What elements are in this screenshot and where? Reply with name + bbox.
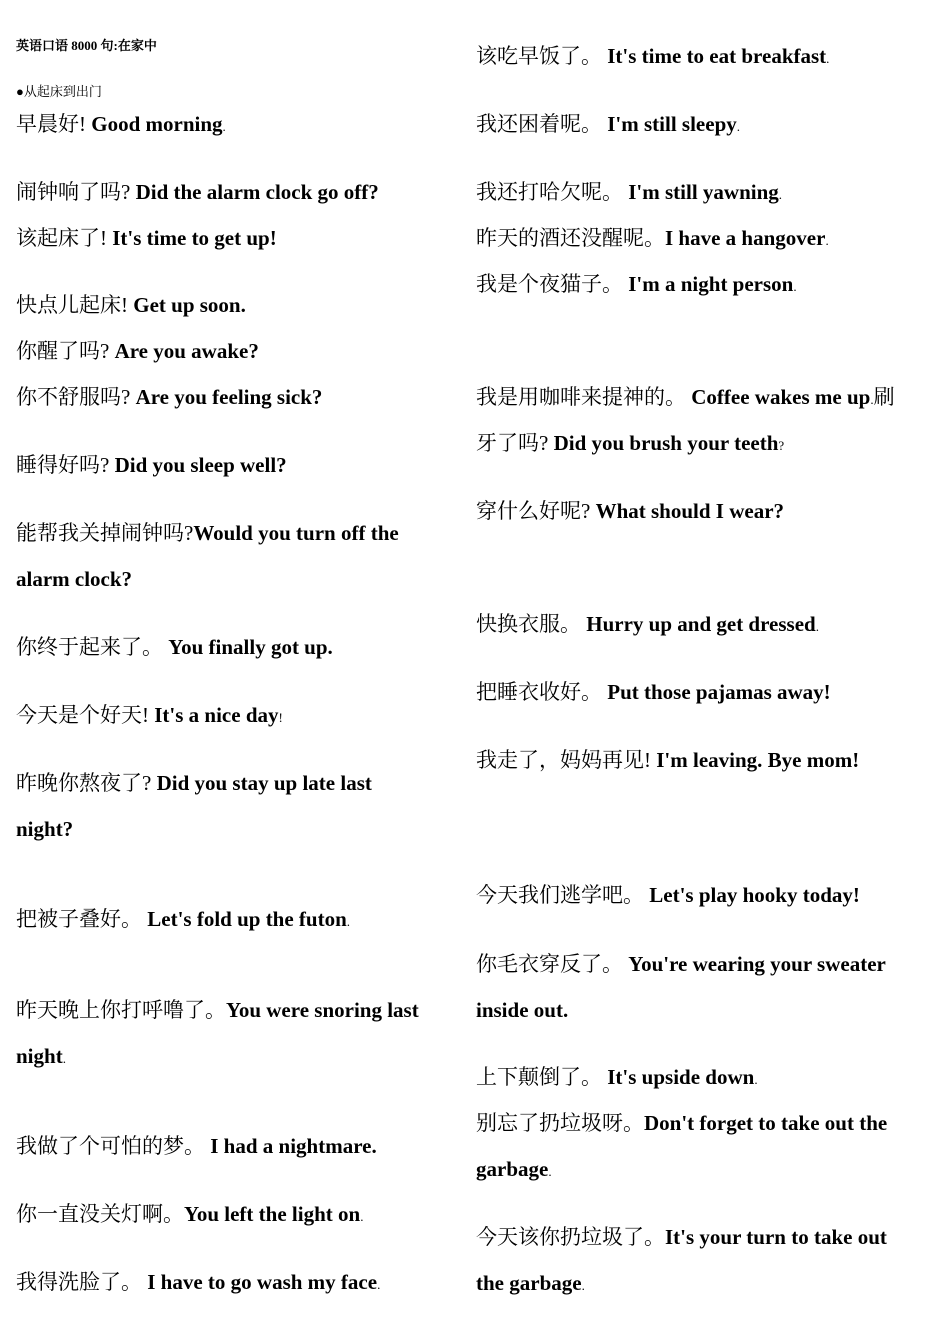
english-text: Don't forget to take out the (644, 1111, 888, 1135)
english-text: You were snoring last (226, 998, 419, 1022)
phrase-line (476, 110, 740, 141)
english-text: I'm still yawning (628, 180, 779, 204)
phrase-line (476, 429, 784, 460)
phrase-line (476, 610, 819, 641)
english-text: Would you turn off the (193, 521, 399, 545)
chinese-text: 我是个夜猫子。 (476, 272, 629, 296)
phrase-line (476, 383, 895, 414)
english-text: night (16, 1044, 63, 1068)
english-text: alarm clock? (16, 567, 133, 591)
english-text: It's time to eat breakfast (607, 44, 827, 68)
punctuation: . (825, 233, 829, 248)
english-text: It's time to get up! (112, 226, 277, 250)
phrase-line (476, 950, 886, 978)
chinese-text: 该吃早饭了。 (476, 44, 608, 68)
punctuation: ! (278, 710, 283, 725)
phrase-line (16, 633, 333, 661)
english-text: Did you stay up late last (156, 771, 372, 795)
punctuation: . (793, 279, 797, 294)
english-text: I'm still sleepy (607, 112, 737, 136)
punctuation: . (548, 1164, 552, 1179)
english-text: What should I wear? (595, 499, 785, 523)
chinese-text: 昨天晚上你打呼噜了。 (16, 998, 226, 1022)
chinese-text: 我走了，妈妈再见! (476, 748, 657, 772)
phrase-line (16, 1132, 377, 1160)
phrase-line (476, 1155, 552, 1186)
chinese-text: 今天该你扔垃圾了。 (476, 1225, 665, 1249)
english-text: garbage (476, 1157, 549, 1181)
punctuation: . (754, 1072, 758, 1087)
phrase-line (16, 565, 132, 593)
english-text: Good morning (91, 112, 223, 136)
english-text: the garbage (476, 1271, 582, 1295)
english-text: Let's fold up the futon (147, 907, 347, 931)
phrase-line (16, 1268, 380, 1299)
english-text: It's upside down (607, 1065, 755, 1089)
phrase-line (16, 701, 283, 732)
phrase-line (16, 1200, 363, 1231)
english-text: Coffee wakes me up (691, 385, 871, 409)
chinese-text: 今天是个好天! (16, 703, 155, 727)
phrase-line (16, 905, 350, 936)
punctuation: . (377, 1277, 381, 1292)
phrase-line (476, 1223, 887, 1251)
phrase-line (476, 497, 784, 525)
punctuation: . (62, 1051, 66, 1066)
english-text: Are you feeling sick? (135, 385, 323, 409)
chinese-text: 你一直没关灯啊。 (16, 1202, 184, 1226)
english-text: Get up soon. (133, 293, 246, 317)
phrase-line (476, 224, 829, 255)
phrase-line (16, 383, 322, 411)
phrase-line (476, 178, 782, 209)
chinese-text: 你醒了吗? (16, 339, 115, 363)
english-text: Did the alarm clock go off? (135, 180, 379, 204)
chinese-text: 你毛衣穿反了。 (476, 952, 629, 976)
english-text: Did you brush your teeth (553, 431, 779, 455)
english-text: You left the light on (184, 1202, 361, 1226)
document-title: 英语口语 8000 句:在家中 (16, 38, 157, 53)
punctuation: . (346, 914, 351, 929)
phrase-line (476, 42, 829, 73)
chinese-text: 我得洗脸了。 (16, 1270, 148, 1294)
phrase-line (16, 519, 399, 547)
english-text: You finally got up. (168, 635, 333, 659)
punctuation: . (778, 187, 783, 202)
phrase-line (16, 451, 287, 479)
chinese-text: 快点儿起床! (16, 293, 134, 317)
phrase-line (16, 291, 246, 319)
phrase-line (476, 996, 568, 1024)
english-text: Let's play hooky today! (649, 883, 860, 907)
english-text: Put those pajamas away! (607, 680, 831, 704)
chinese-text: 我是用咖啡来提神的。 (476, 385, 692, 409)
chinese-text: 我做了个可怕的梦。 (16, 1134, 211, 1158)
punctuation: . (360, 1209, 364, 1224)
phrase-line (476, 678, 831, 706)
punctuation: . (736, 119, 740, 134)
chinese-text: 睡得好吗? (16, 453, 115, 477)
punctuation: ? (778, 438, 785, 453)
phrase-line (476, 1269, 585, 1300)
chinese-text: 昨天的酒还没醒呢。 (476, 226, 665, 250)
phrase-line (16, 337, 259, 365)
chinese-text: 快换衣服。 (476, 612, 587, 636)
chinese-text: 能帮我关掉闹钟吗? (16, 521, 194, 545)
english-text: I'm a night person (628, 272, 794, 296)
chinese-text: 穿什么好呢? (476, 499, 596, 523)
phrase-line (476, 881, 860, 909)
chinese-text: 闹钟响了吗? (16, 180, 136, 204)
phrase-line (476, 270, 797, 301)
chinese-text: 把被子叠好。 (16, 907, 148, 931)
phrase-line (16, 110, 226, 141)
english-text: Did you sleep well? (114, 453, 287, 477)
punctuation: . (870, 392, 874, 407)
chinese-text: 你终于起来了。 (16, 635, 169, 659)
phrase-line (476, 1063, 758, 1094)
chinese-text: 昨晚你熬夜了? (16, 771, 157, 795)
chinese-text: 刷 (873, 385, 895, 409)
chinese-text: 该起床了! (16, 226, 113, 250)
english-text: You're wearing your sweater (628, 952, 886, 976)
chinese-text: 牙了吗? (476, 431, 554, 455)
chinese-text: 早晨好! (16, 112, 92, 136)
english-text: I have a hangover (665, 226, 826, 250)
chinese-text: 别忘了扔垃圾呀。 (476, 1111, 644, 1135)
phrase-line (16, 1042, 66, 1073)
chinese-text: 你不舒服吗? (16, 385, 136, 409)
english-text: Hurry up and get dressed (586, 612, 816, 636)
phrase-line (16, 996, 419, 1024)
chinese-text: 今天我们逃学吧。 (476, 883, 650, 907)
punctuation: . (826, 51, 830, 66)
english-text: It's a nice day (154, 703, 279, 727)
punctuation: . (222, 119, 226, 134)
english-text: It's your turn to take out (665, 1225, 887, 1249)
chinese-text: 我还打哈欠呢。 (476, 180, 629, 204)
english-text: I had a nightmare. (210, 1134, 377, 1158)
phrase-line (476, 1109, 887, 1137)
english-text: Are you awake? (114, 339, 259, 363)
punctuation: . (815, 619, 819, 634)
phrase-line (16, 815, 73, 843)
english-text: I have to go wash my face (147, 1270, 378, 1294)
phrase-line (476, 746, 859, 774)
chinese-text: 把睡衣收好。 (476, 680, 608, 704)
phrase-line (16, 769, 372, 797)
phrase-line (16, 224, 277, 252)
section-heading: ●从起床到出门 (16, 84, 102, 99)
english-text: night? (16, 817, 74, 841)
english-text: inside out. (476, 998, 569, 1022)
chinese-text: 上下颠倒了。 (476, 1065, 608, 1089)
chinese-text: 我还困着呢。 (476, 112, 608, 136)
punctuation: . (581, 1278, 585, 1293)
phrase-line (16, 178, 379, 206)
english-text: I'm leaving. Bye mom! (656, 748, 860, 772)
